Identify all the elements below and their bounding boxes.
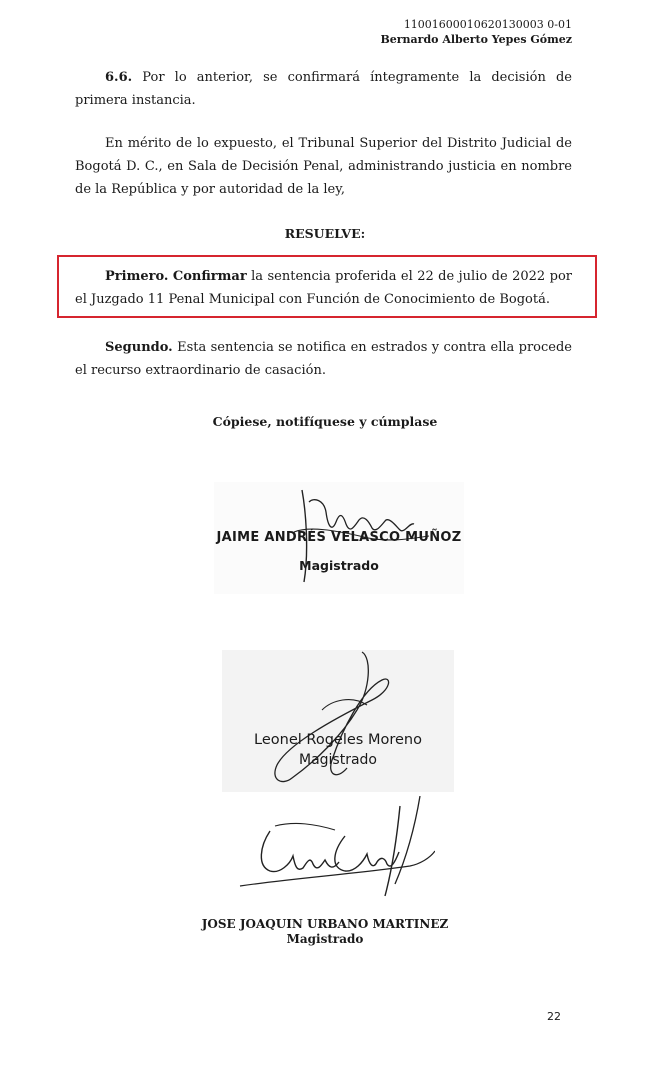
signature-3-name: JOSE JOAQUIN URBANO MARTINEZ	[201, 917, 449, 931]
signature-block-2	[222, 650, 454, 792]
signature-2-name: Leonel Rogeles Moreno	[254, 732, 422, 748]
case-number: 11001600010620130003 0-01	[403, 18, 572, 31]
primero-text: la sentencia proferida el 22 de julio de 2022 por el Juzgado 11 Penal Municipal con Función de Conocimiento de Bogotá.	[75, 269, 572, 307]
signature-block-1	[214, 482, 464, 594]
signature-1-name: JAIME ANDRÉS VELASCO MUÑOZ	[216, 530, 462, 545]
paragraph-text: Por lo anterior, se confirmará íntegramente la decisión de primera instancia.	[75, 70, 572, 108]
signature-2-role: Magistrado	[298, 752, 377, 768]
segundo-label: Segundo.	[105, 340, 173, 355]
paragraph-6-6	[75, 66, 572, 112]
primero-action: Confirmar	[172, 269, 247, 284]
signature-2-scribble	[222, 650, 454, 792]
paragraph-merito: En mérito de lo expuesto, el Tribunal Superior del Distrito Judicial de Bogotá D. C., en Sala de Decisión Penal, administrando justicia en nombre de la República y por autoridad de la ley,	[75, 136, 572, 197]
page-number: 22	[547, 1010, 561, 1023]
primero-label: Primero.	[105, 269, 169, 284]
closing-formula: Cópiese, notifíquese y cúmplase	[212, 414, 438, 429]
resolution-segundo	[75, 336, 572, 382]
resolution-primero	[75, 265, 572, 311]
signature-1-role: Magistrado	[299, 558, 379, 573]
segundo-text: Esta sentencia se notifica en estrados y contra ella procede el recurso extraordinario de casación.	[75, 340, 572, 378]
signature-3-role: Magistrado	[286, 932, 364, 946]
section-label: 6.6.	[105, 70, 133, 85]
signature-3-scribble	[235, 796, 435, 906]
resuelve-heading: RESUELVE:	[284, 226, 366, 241]
document-author: Bernardo Alberto Yepes Gómez	[380, 33, 572, 46]
